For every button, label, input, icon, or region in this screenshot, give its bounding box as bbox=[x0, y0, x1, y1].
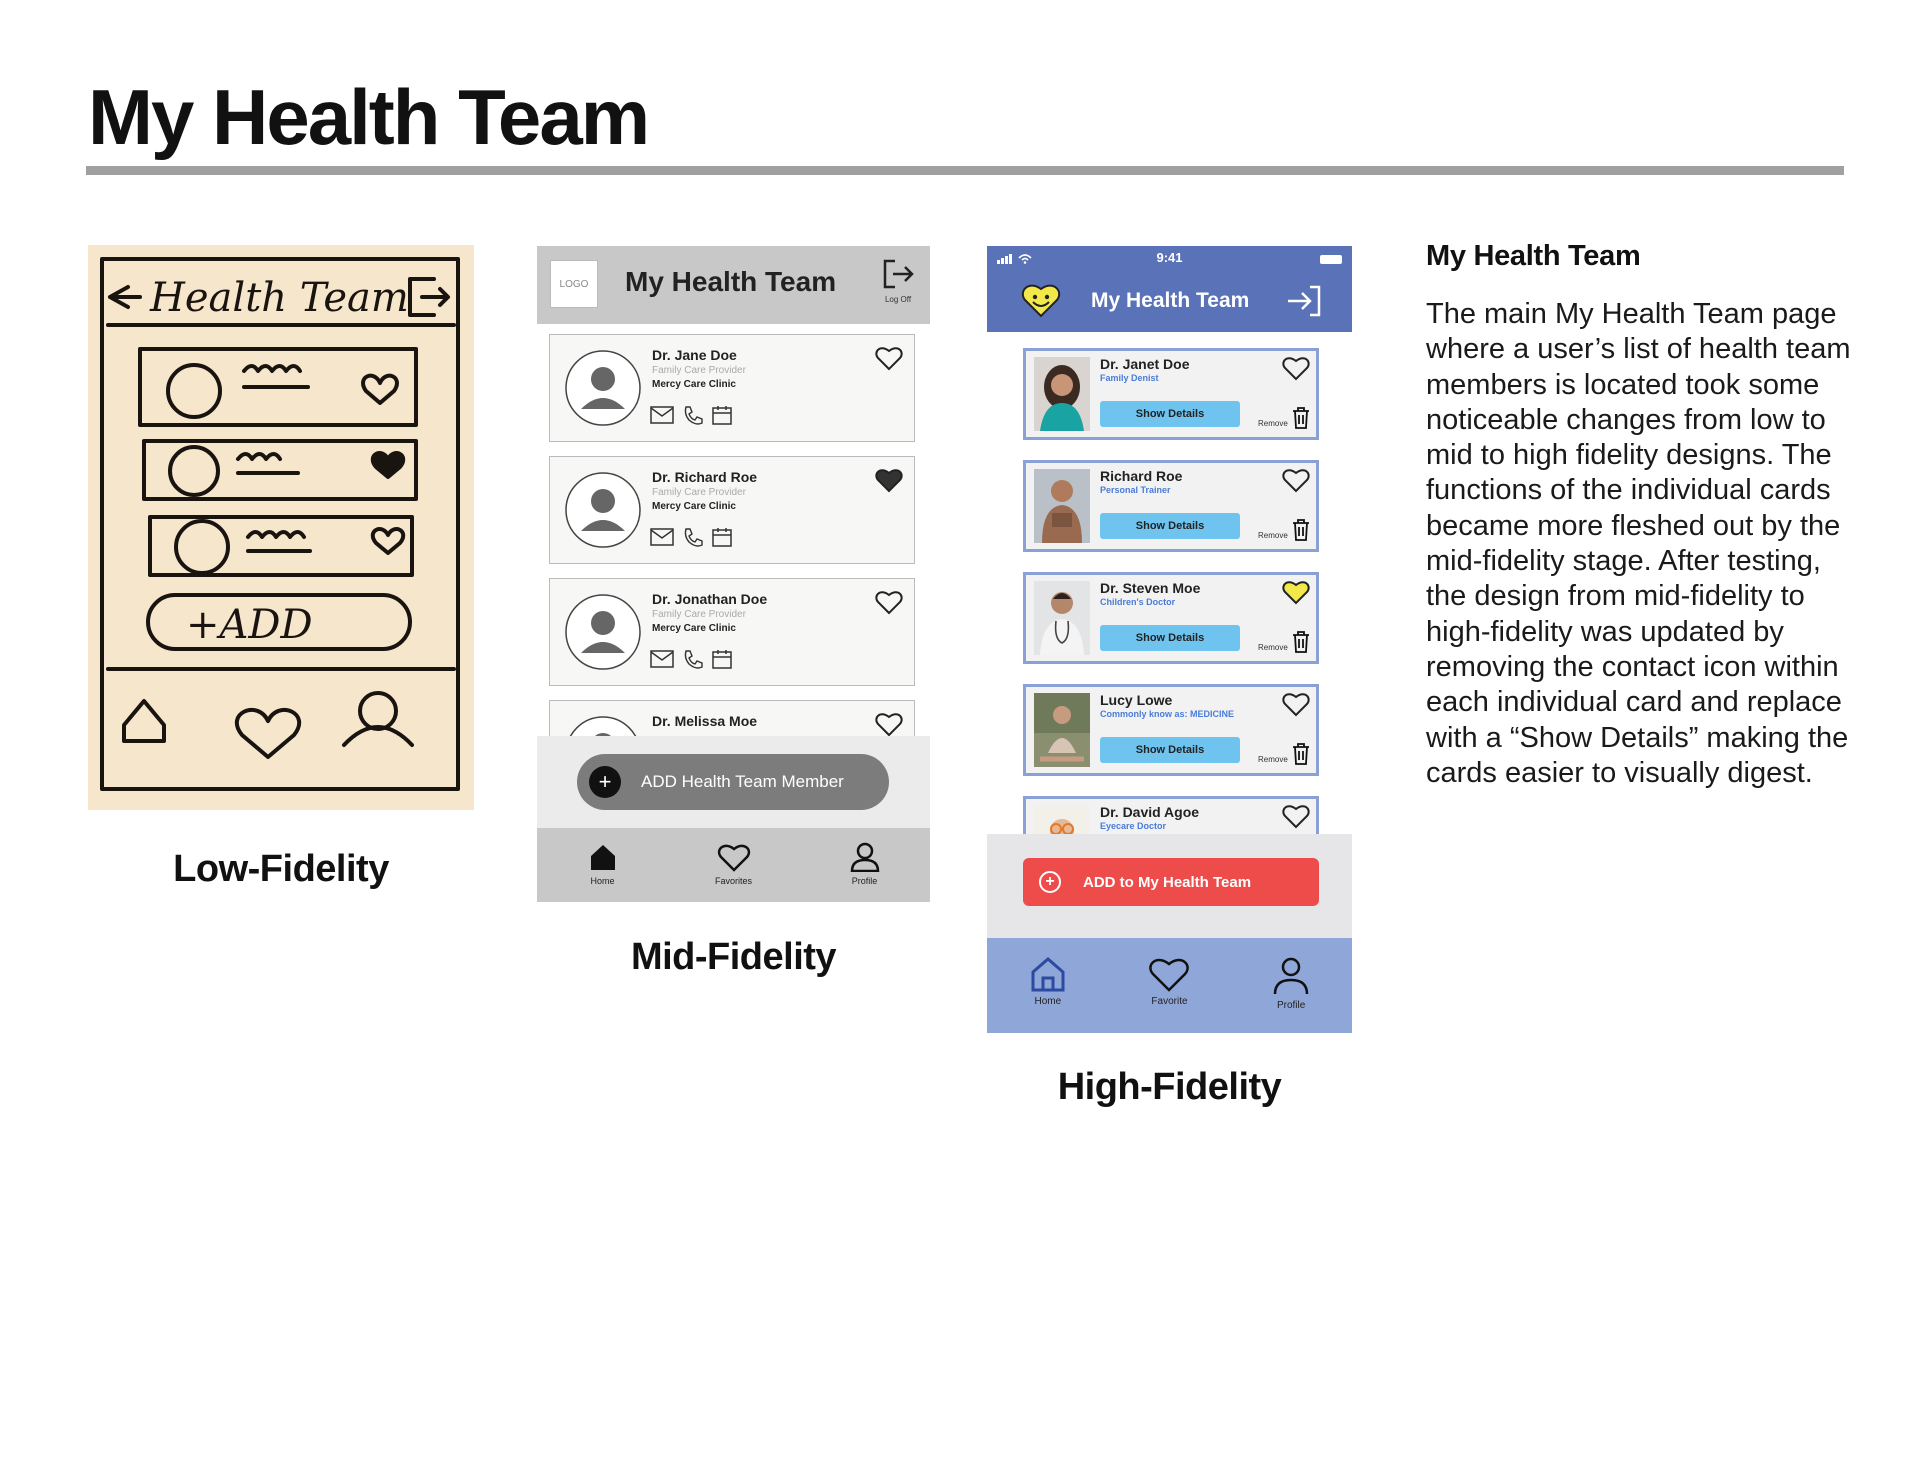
page-title: My Health Team bbox=[88, 73, 649, 161]
hi-card-name: Lucy Lowe bbox=[1100, 692, 1173, 708]
hi-card-name: Dr. Janet Doe bbox=[1100, 356, 1190, 372]
mid-card-name: Dr. Jonathan Doe bbox=[652, 591, 768, 607]
sketch-add-text: +ADD bbox=[186, 602, 313, 648]
heart-filled-icon[interactable] bbox=[1282, 579, 1310, 605]
hi-card-2[interactable] bbox=[1023, 460, 1319, 552]
hi-tab-favorite[interactable] bbox=[1124, 938, 1214, 1033]
profile-icon bbox=[1272, 956, 1310, 996]
high-fidelity-mockup bbox=[987, 246, 1352, 1033]
mid-tab-home[interactable] bbox=[553, 828, 653, 902]
mid-title: My Health Team bbox=[625, 266, 837, 297]
mid-card-3[interactable] bbox=[549, 578, 915, 686]
mid-header bbox=[537, 246, 930, 324]
plus-icon: + bbox=[589, 766, 621, 798]
description-heading: My Health Team bbox=[1426, 240, 1641, 272]
battery-icon bbox=[1320, 255, 1342, 264]
hi-card-4[interactable] bbox=[1023, 684, 1319, 776]
heart-filled-icon[interactable] bbox=[874, 465, 904, 495]
logout-icon bbox=[881, 258, 915, 290]
mid-tab-label: Profile bbox=[851, 876, 878, 886]
phone-icon[interactable] bbox=[682, 405, 704, 427]
home-icon bbox=[588, 842, 618, 872]
mid-tab-profile[interactable] bbox=[815, 828, 915, 902]
heart-outline-icon[interactable] bbox=[1282, 355, 1310, 381]
trash-icon[interactable] bbox=[1292, 407, 1310, 429]
hi-card-name: Dr. Steven Moe bbox=[1100, 580, 1201, 596]
status-time: 9:41 bbox=[1156, 250, 1183, 265]
member-photo bbox=[1034, 693, 1090, 767]
hi-tab-bar bbox=[987, 938, 1352, 1033]
mid-logout-label: Log Off bbox=[884, 295, 912, 304]
show-details-button[interactable]: Show Details bbox=[1100, 401, 1240, 427]
mid-card-1[interactable] bbox=[549, 334, 915, 442]
mid-logo: LOGO bbox=[550, 260, 598, 308]
mail-icon[interactable] bbox=[650, 527, 674, 547]
hi-add-member-button[interactable] bbox=[1023, 858, 1319, 906]
hi-card-role: Personal Trainer bbox=[1100, 485, 1171, 495]
title-divider bbox=[86, 166, 1844, 175]
mid-card-clinic: Mercy Care Clinic bbox=[652, 501, 736, 512]
hi-tab-label: Favorite bbox=[1151, 996, 1188, 1007]
hi-title: My Health Team bbox=[1091, 289, 1250, 312]
mid-card-clinic: Mercy Care Clinic bbox=[652, 379, 736, 390]
hi-card-name: Richard Roe bbox=[1100, 468, 1183, 484]
hi-card-list[interactable] bbox=[987, 332, 1352, 834]
avatar-placeholder-icon bbox=[564, 715, 642, 736]
heart-outline-icon[interactable] bbox=[1282, 803, 1310, 829]
hi-card-1[interactable] bbox=[1023, 348, 1319, 440]
trash-icon[interactable] bbox=[1292, 631, 1310, 653]
mail-icon[interactable] bbox=[650, 405, 674, 425]
mid-fidelity-wireframe bbox=[537, 246, 930, 902]
mid-add-area bbox=[537, 736, 930, 828]
mail-icon[interactable] bbox=[650, 649, 674, 669]
show-details-button[interactable]: Show Details bbox=[1100, 737, 1240, 763]
hi-card-5[interactable] bbox=[1023, 796, 1319, 834]
logout-icon[interactable] bbox=[1286, 284, 1322, 318]
hi-card-role: Eyecare Doctor bbox=[1100, 821, 1167, 831]
smiley-logo-icon bbox=[1021, 282, 1061, 318]
avatar-placeholder-icon bbox=[564, 471, 642, 549]
hi-card-name: Dr. David Agoe bbox=[1100, 804, 1200, 820]
hi-card-role: Family Denist bbox=[1100, 373, 1159, 383]
mid-tab-favorites[interactable] bbox=[684, 828, 784, 902]
show-details-button[interactable]: Show Details bbox=[1100, 513, 1240, 539]
mid-add-member-button[interactable] bbox=[577, 754, 889, 810]
trash-icon[interactable] bbox=[1292, 519, 1310, 541]
remove-label: Remove bbox=[1258, 419, 1288, 428]
description-body: The main My Health Team page where a user’s list of health team members is located took some noticeable changes from low to mid to high fidelity designs. The functions of the individual cards became more fleshed out by the mid-fidelity stage. After testing, the design from mid-fidelity to high-fidelity was updated by removing the contact icon within each individual card and replace with a “Show Details” making the cards easier to visually digest. bbox=[1426, 298, 1851, 789]
mid-card-4[interactable] bbox=[549, 700, 915, 736]
calendar-icon[interactable] bbox=[712, 405, 732, 425]
mid-card-name: Dr. Melissa Moe bbox=[652, 713, 758, 729]
remove-label: Remove bbox=[1258, 643, 1288, 652]
hi-tab-label: Profile bbox=[1276, 1000, 1306, 1011]
heart-outline-icon[interactable] bbox=[1282, 691, 1310, 717]
hi-tab-label: Home bbox=[1034, 996, 1062, 1007]
member-photo bbox=[1034, 581, 1090, 655]
hi-card-role: Commonly know as: MEDICINE bbox=[1100, 709, 1235, 719]
heart-outline-icon[interactable] bbox=[874, 709, 904, 736]
mid-tab-label: Home bbox=[590, 876, 615, 886]
calendar-icon[interactable] bbox=[712, 527, 732, 547]
show-details-button[interactable]: Show Details bbox=[1100, 625, 1240, 651]
member-photo bbox=[1034, 357, 1090, 431]
mid-card-role: Family Care Provider bbox=[652, 487, 746, 498]
sketch-drawing bbox=[88, 245, 474, 810]
mid-card-role: Family Care Provider bbox=[652, 365, 746, 376]
low-fidelity-sketch bbox=[88, 245, 474, 810]
profile-icon bbox=[849, 842, 881, 872]
hi-add-label: ADD to My Health Team bbox=[1083, 873, 1252, 891]
caption-high-fidelity: High-Fidelity bbox=[1057, 1066, 1282, 1108]
sketch-header-text: Health Team bbox=[150, 275, 409, 321]
hi-tab-home[interactable] bbox=[1003, 938, 1093, 1033]
avatar-placeholder-icon bbox=[564, 593, 642, 671]
heart-icon bbox=[716, 842, 752, 872]
mid-tab-label: Favorites bbox=[714, 876, 752, 886]
member-photo bbox=[1034, 805, 1090, 834]
phone-icon[interactable] bbox=[682, 527, 704, 549]
calendar-icon[interactable] bbox=[712, 649, 732, 669]
hi-card-3[interactable] bbox=[1023, 572, 1319, 664]
member-photo bbox=[1034, 469, 1090, 543]
heart-outline-icon[interactable] bbox=[874, 587, 904, 617]
mid-card-list[interactable] bbox=[537, 324, 930, 736]
home-icon bbox=[1029, 956, 1067, 992]
mid-logout-button[interactable] bbox=[878, 258, 918, 304]
avatar-placeholder-icon bbox=[564, 349, 642, 427]
hi-add-area bbox=[987, 834, 1352, 938]
mid-tab-bar bbox=[537, 828, 930, 902]
plus-circle-icon: + bbox=[1039, 871, 1061, 893]
caption-low-fidelity: Low-Fidelity bbox=[173, 848, 389, 890]
remove-label: Remove bbox=[1258, 755, 1288, 764]
heart-icon bbox=[1147, 956, 1191, 992]
trash-icon[interactable] bbox=[1292, 743, 1310, 765]
mid-card-2[interactable] bbox=[549, 456, 915, 564]
mid-card-role: Family Care Provider bbox=[652, 609, 746, 620]
hi-card-role: Children's Doctor bbox=[1100, 597, 1176, 607]
mid-card-name: Dr. Jane Doe bbox=[652, 347, 737, 363]
phone-icon[interactable] bbox=[682, 649, 704, 671]
heart-outline-icon[interactable] bbox=[1282, 467, 1310, 493]
mid-card-clinic: Mercy Care Clinic bbox=[652, 623, 736, 634]
mid-add-label: ADD Health Team Member bbox=[641, 772, 844, 791]
mid-card-name: Dr. Richard Roe bbox=[652, 469, 758, 485]
hi-tab-profile[interactable] bbox=[1246, 938, 1336, 1033]
hi-header bbox=[987, 246, 1352, 332]
remove-label: Remove bbox=[1258, 531, 1288, 540]
caption-mid-fidelity: Mid-Fidelity bbox=[630, 936, 837, 978]
heart-outline-icon[interactable] bbox=[874, 343, 904, 373]
